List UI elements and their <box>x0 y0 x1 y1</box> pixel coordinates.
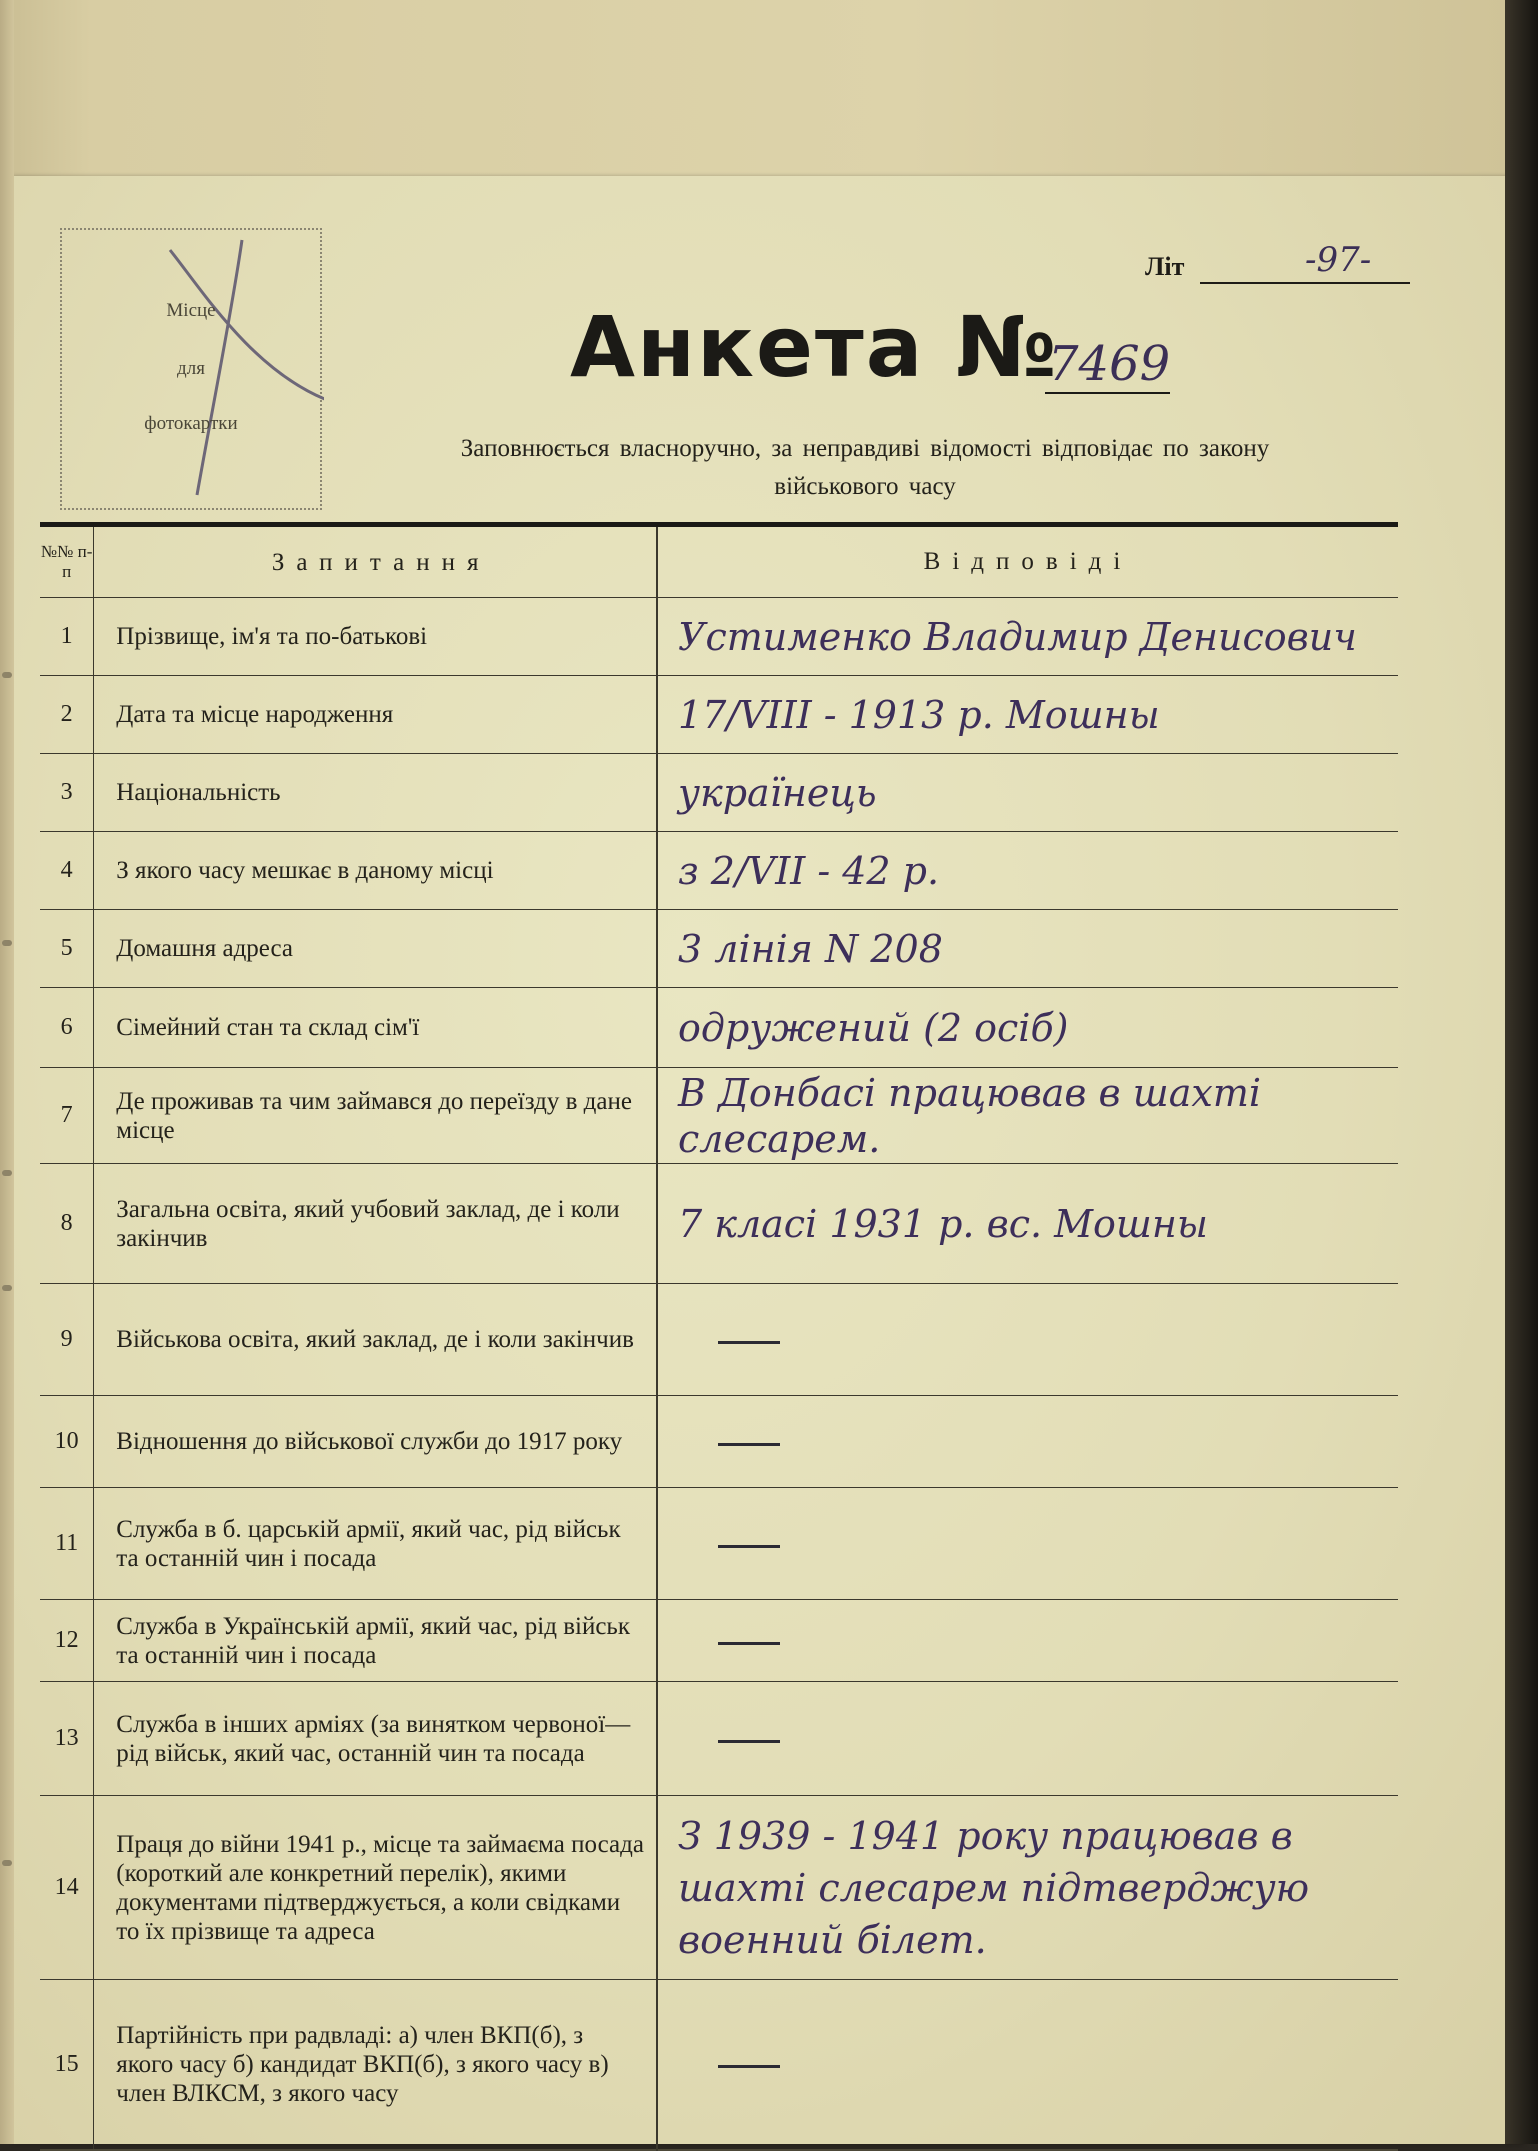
table-row <box>40 676 1398 754</box>
answer-text: 3 лінія N 208 <box>678 926 943 971</box>
photo-placeholder <box>60 228 322 510</box>
answer-text: В Донбасі працював в шахті слесарем. <box>678 1070 1262 1161</box>
row-number: 3 <box>40 754 94 832</box>
row-number: 13 <box>40 1682 94 1796</box>
row-number: 7 <box>40 1068 94 1164</box>
answer-text: з 2/VII - 42 р. <box>678 848 940 893</box>
binding-edge <box>0 0 14 2144</box>
row-question: Дата та місце народження <box>94 676 657 754</box>
table-header-row <box>40 525 1398 598</box>
row-number: 2 <box>40 676 94 754</box>
row-question: Служба в Українській армії, який час, рід військ та останній чин і посада <box>94 1600 657 1682</box>
empty-answer-dash <box>718 1642 780 1645</box>
row-number: 9 <box>40 1284 94 1396</box>
column-header-question: Запитання <box>94 525 657 598</box>
table-row <box>40 1682 1398 1796</box>
row-answer <box>657 1980 1398 2150</box>
row-answer <box>657 676 1398 754</box>
row-number: 11 <box>40 1488 94 1600</box>
answer-text: одружений (2 осіб) <box>678 1005 1069 1050</box>
row-question: Служба в інших арміях (за винятком червоної—рід військ, який час, останній чин та посада <box>94 1682 657 1796</box>
empty-answer-dash <box>718 1545 780 1548</box>
row-answer <box>657 832 1398 910</box>
answer-text: 17/VIII - 1913 р. Мошны <box>678 692 1160 737</box>
row-answer <box>657 1164 1398 1284</box>
answer-text: З 1939 - 1941 року працював в шахті слесарем підтверджую военний білет. <box>678 1813 1310 1962</box>
photo-label-2: для <box>177 358 205 379</box>
instruction-line-2: військового часу <box>774 473 956 500</box>
table-row <box>40 1396 1398 1488</box>
column-header-answer: Відповіді <box>657 525 1398 598</box>
form-title: Анкета № <box>570 298 1059 396</box>
row-number: 8 <box>40 1164 94 1284</box>
table-row <box>40 1164 1398 1284</box>
background-shadow <box>1505 0 1538 2144</box>
questionnaire-table <box>40 522 1398 2151</box>
row-answer <box>657 1600 1398 1682</box>
row-answer <box>657 988 1398 1068</box>
row-answer <box>657 1682 1398 1796</box>
instruction-line-1: Заповнюється власноручно, за неправдиві відомості відповідає по закону <box>460 435 1270 462</box>
answer-text: українець <box>678 770 877 815</box>
row-number: 1 <box>40 598 94 676</box>
instruction-text <box>350 430 1380 506</box>
row-number: 4 <box>40 832 94 910</box>
table-row <box>40 1488 1398 1600</box>
row-answer <box>657 598 1398 676</box>
row-question: Праця до війни 1941 р., місце та займаєма посада (короткий але конкретний перелік), якими документами підтверджується, а коли свідками то їх прізвище та адреса <box>94 1796 657 1980</box>
form-number: 7469 <box>1048 336 1171 392</box>
row-answer <box>657 1488 1398 1600</box>
row-question: Прізвище, ім'я та по-батькові <box>94 598 657 676</box>
row-question: Військова освіта, який заклад, де і коли закінчив <box>94 1284 657 1396</box>
sheet-line <box>1200 282 1410 284</box>
row-question: З якого часу мешкає в даному місці <box>94 832 657 910</box>
empty-answer-dash <box>718 1341 780 1344</box>
table-row <box>40 1600 1398 1682</box>
answer-text: 7 класі 1931 р. вс. Мошны <box>678 1201 1208 1246</box>
sheet-label: Літ <box>1145 252 1185 281</box>
table-row <box>40 910 1398 988</box>
table-row <box>40 1980 1398 2150</box>
row-answer <box>657 754 1398 832</box>
table-row <box>40 1068 1398 1164</box>
column-header-number: №№ п-п <box>40 525 94 598</box>
table-row <box>40 988 1398 1068</box>
row-answer <box>657 1068 1398 1164</box>
row-number: 12 <box>40 1600 94 1682</box>
photo-label-1: Місце <box>166 300 216 321</box>
table-row <box>40 1796 1398 1980</box>
empty-answer-dash <box>718 1443 780 1446</box>
row-number: 15 <box>40 1980 94 2150</box>
empty-answer-dash <box>718 1740 780 1743</box>
row-number: 14 <box>40 1796 94 1980</box>
row-question: Де проживав та чим займався до переїзду в дане місце <box>94 1068 657 1164</box>
row-question: Національність <box>94 754 657 832</box>
row-number: 5 <box>40 910 94 988</box>
table-row <box>40 832 1398 910</box>
sheet-number: -97- <box>1305 240 1372 280</box>
row-answer <box>657 1796 1398 1980</box>
answer-text: Устименко Владимир Денисович <box>678 614 1357 659</box>
row-answer <box>657 910 1398 988</box>
row-number: 10 <box>40 1396 94 1488</box>
empty-answer-dash <box>718 2065 780 2068</box>
row-question: Відношення до військової служби до 1917 року <box>94 1396 657 1488</box>
photo-label-3: фотокартки <box>144 413 238 434</box>
row-answer <box>657 1396 1398 1488</box>
row-question: Сімейний стан та склад сім'ї <box>94 988 657 1068</box>
table-row <box>40 1284 1398 1396</box>
row-number: 6 <box>40 988 94 1068</box>
row-question: Партійність при радвладі: а) член ВКП(б), з якого часу б) кандидат ВКП(б), з якого часу в) член ВЛКСМ, з якого часу <box>94 1980 657 2150</box>
table-row <box>40 754 1398 832</box>
row-question: Домашня адреса <box>94 910 657 988</box>
row-question: Загальна освіта, який учбовий заклад, де і коли закінчив <box>94 1164 657 1284</box>
row-answer <box>657 1284 1398 1396</box>
table-row <box>40 598 1398 676</box>
form-number-line <box>1045 392 1170 394</box>
row-question: Служба в б. царській армії, який час, рід військ та останній чин і посада <box>94 1488 657 1600</box>
